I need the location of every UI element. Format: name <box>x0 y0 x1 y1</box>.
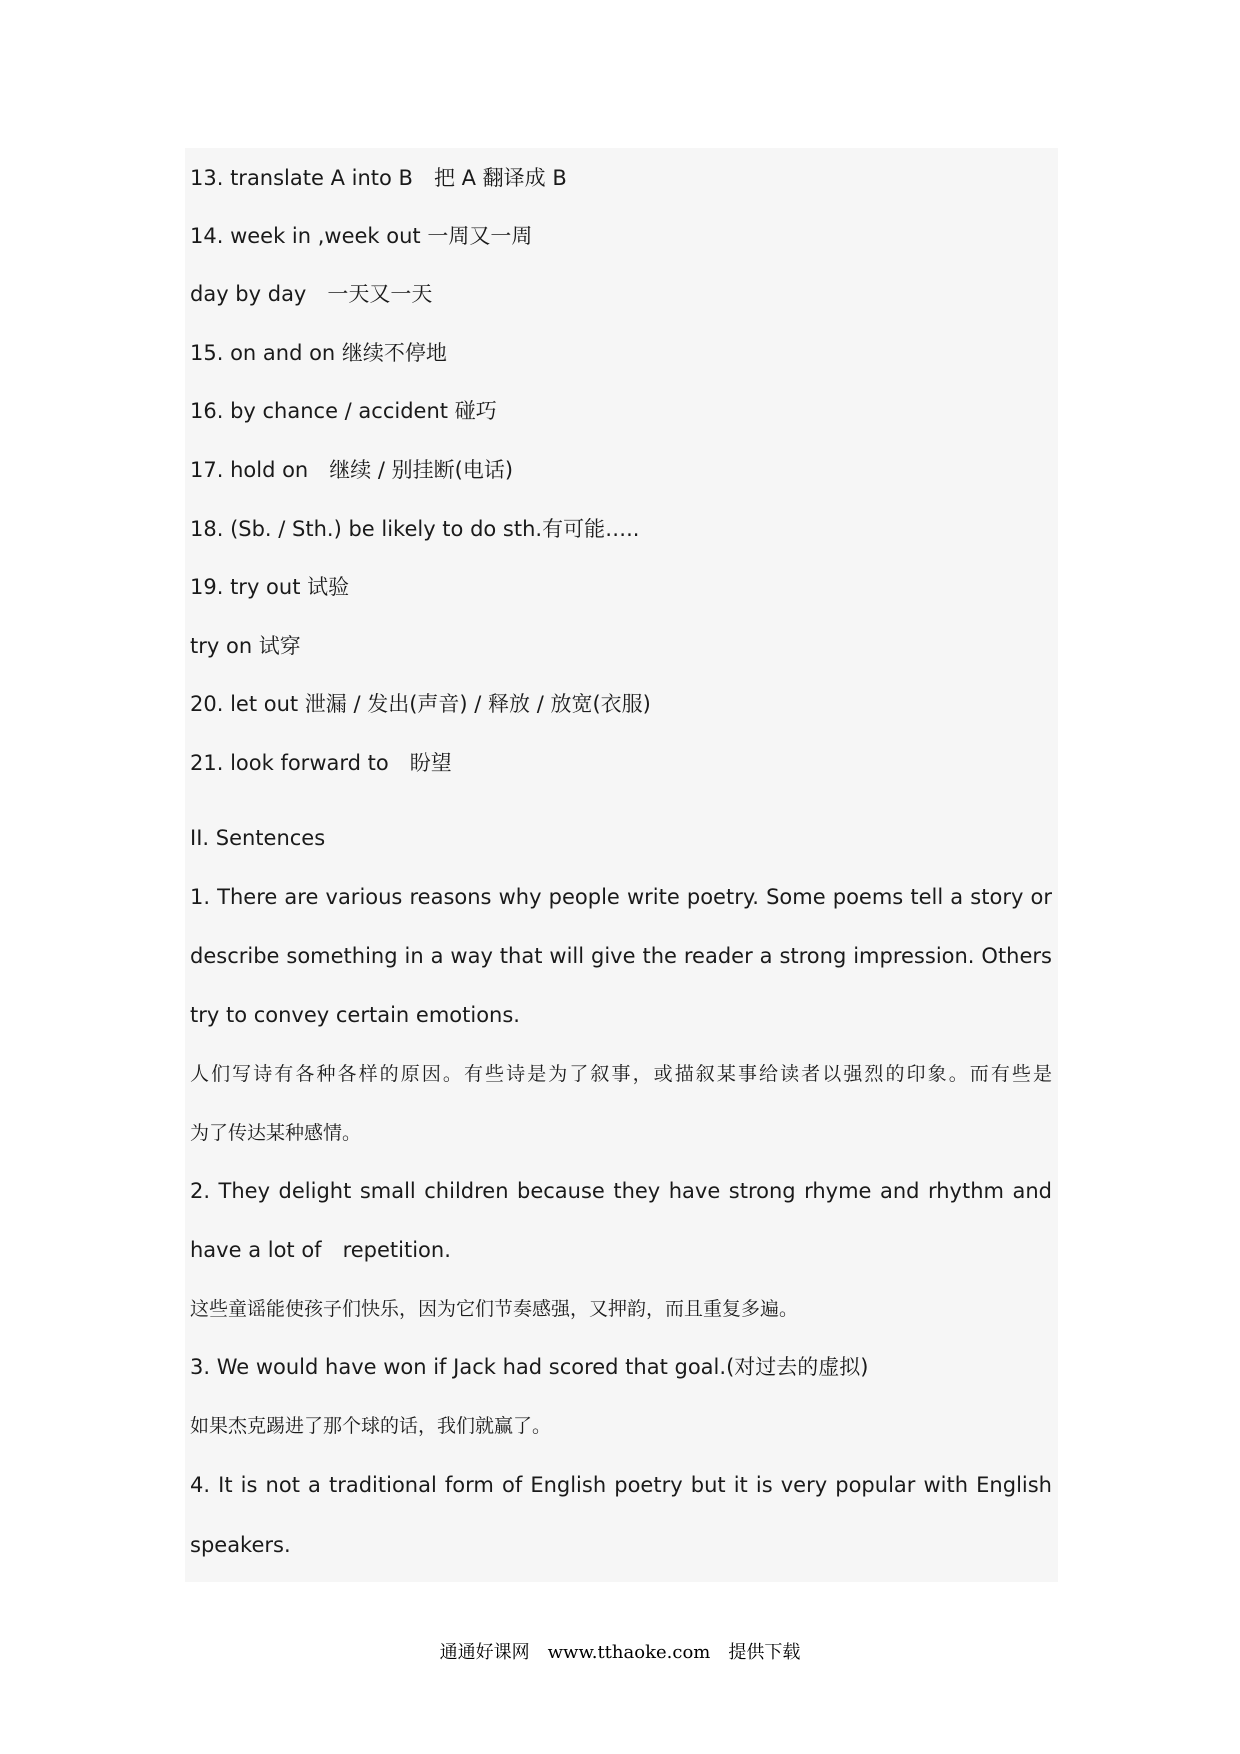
phrase-18: 18. (Sb. / Sth.) be likely to do sth.有可能….. <box>190 517 640 541</box>
page-footer: 通通好课网 www.tthaoke.com 提供下载 <box>439 1642 801 1663</box>
sentence-1-line-3: try to convey certain emotions. <box>190 1003 520 1027</box>
section-heading: II. Sentences <box>190 826 326 850</box>
sentence-1-translation-2: 为了传达某种感情。 <box>190 1122 362 1144</box>
sentence-2-line-1: 2. They delight small children because they have strong rhyme and rhythm and <box>190 1179 1052 1203</box>
phrase-19: 19. try out 试验 <box>190 575 350 599</box>
phrase-15: 15. on and on 继续不停地 <box>190 341 447 365</box>
phrase-19-try-on: try on 试穿 <box>190 634 301 658</box>
sentence-2-line-2: have a lot of repetition. <box>190 1238 451 1262</box>
sentence-4-line-2: speakers. <box>190 1533 291 1557</box>
sentence-1-line-2: describe something in a way that will give the reader a strong impression. Others <box>190 944 1052 968</box>
sentence-4-line-1: 4. It is not a traditional form of English poetry but it is very popular with English <box>190 1473 1052 1497</box>
phrase-17: 17. hold on 继续 / 别挂断(电话) <box>190 458 514 482</box>
phrase-20: 20. let out 泄漏 / 发出(声音) / 释放 / 放宽(衣服) <box>190 692 651 716</box>
sentence-3-translation: 如果杰克踢进了那个球的话，我们就赢了。 <box>190 1415 552 1437</box>
sentence-1-translation-1: 人们写诗有各种各样的原因。有些诗是为了叙事，或描叙某事给读者以强烈的印象。而有些是 <box>190 1063 1052 1085</box>
phrase-16: 16. by chance / accident 碰巧 <box>190 399 497 423</box>
phrase-13: 13. translate A into B 把 A 翻译成 B <box>190 166 567 190</box>
sentence-3-line-1: 3. We would have won if Jack had scored that goal.(对过去的虚拟) <box>190 1355 869 1379</box>
phrase-21: 21. look forward to 盼望 <box>190 751 452 775</box>
phrase-14-day-by-day: day by day 一天又一天 <box>190 282 433 306</box>
phrase-14: 14. week in ,week out 一周又一周 <box>190 224 533 248</box>
sentence-1-line-1: 1. There are various reasons why people write poetry. Some poems tell a story or <box>190 885 1052 909</box>
sentence-2-translation: 这些童谣能使孩子们快乐，因为它们节奏感强，又押韵，而且重复多遍。 <box>190 1298 799 1320</box>
